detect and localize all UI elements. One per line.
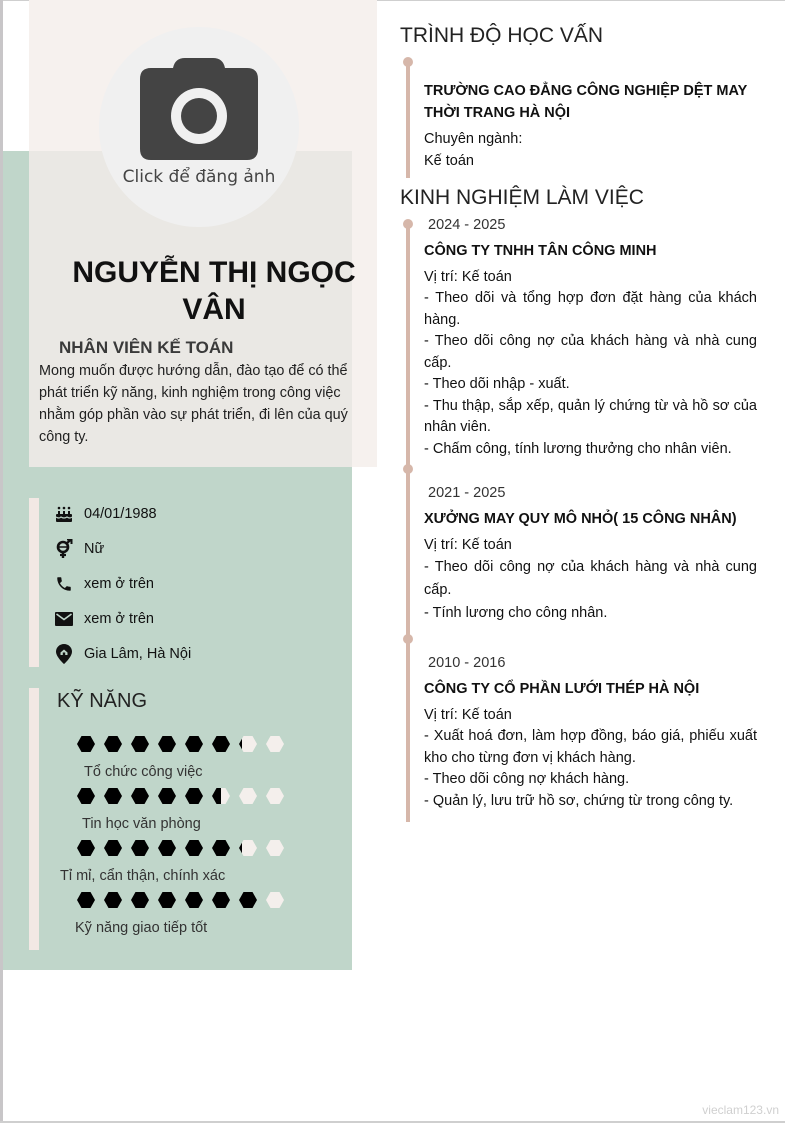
major-value: Kế toán (424, 153, 474, 169)
job-duty: - Theo dõi nhập - xuất. (424, 376, 570, 392)
skill-rating-2 (77, 840, 293, 858)
job-duty: - Thu thập, sắp xếp, quản lý chứng từ và hồ sơ của nhân viên. (424, 397, 757, 435)
gender-value: Nữ (84, 541, 105, 557)
job-duty: - Theo dõi công nợ khách hàng. (424, 771, 630, 787)
job-duty: - Chấm công, tính lương thưởng cho nhân viên. (424, 440, 732, 457)
job-period: 2010 - 2016 (428, 655, 506, 671)
job-title: NHÂN VIÊN KẾ TOÁN (59, 338, 234, 357)
gender-icon (54, 539, 74, 559)
contact-address (54, 643, 191, 665)
job-position: Vị trí: Kế toán (424, 269, 512, 285)
job-period: 2024 - 2025 (428, 217, 506, 233)
job-duty: - Tính lương cho công nhân. (424, 605, 608, 621)
skill-rating-0 (77, 736, 293, 754)
contact-gender (54, 538, 104, 560)
location-pin-icon (54, 644, 74, 664)
candidate-name: NGUYỄN THỊ NGỌC VÂN (72, 256, 356, 326)
skills-accent-bar (29, 688, 39, 950)
experience-item-2 (424, 655, 757, 812)
job-duty: - Xuất hoá đơn, làm hợp đồng, báo giá, phiếu xuất kho cho từng đơn vị khách hàng. (424, 728, 757, 766)
phone-value: xem ở trên (84, 576, 154, 592)
phone-icon (54, 574, 74, 594)
contact-email (54, 608, 154, 630)
contact-phone (54, 573, 154, 595)
education-timeline-line (406, 60, 410, 178)
experience-item-0 (424, 217, 757, 460)
major-label: Chuyên ngành: (424, 131, 523, 147)
job-position: Vị trí: Kế toán (424, 537, 512, 553)
experience-timeline-line (406, 222, 410, 822)
job-period: 2021 - 2025 (428, 485, 506, 501)
skill-label-3: Kỹ năng giao tiếp tốt (75, 920, 208, 936)
skill-label-2: Tỉ mỉ, cẩn thận, chính xác (60, 868, 226, 884)
experience-item-1 (424, 485, 757, 625)
watermark: vieclam123.vn (702, 1103, 779, 1117)
education-section-title: TRÌNH ĐỘ HỌC VẤN (400, 24, 604, 47)
birthday-cake-icon (54, 504, 74, 524)
birthday-value: 04/01/1988 (84, 506, 157, 522)
experience-timeline-dot-2 (403, 634, 413, 644)
career-objective: Mong muốn được hướng dẫn, đào tạo để có thể phát triển kỹ năng, kinh nghiệm trong công việc nhằm góp phần vào sự phát triển, đi lên của quý công ty. (39, 363, 348, 445)
job-position: Vị trí: Kế toán (424, 707, 512, 723)
email-icon (54, 609, 74, 629)
job-duty: - Theo dõi công nợ của khách hàng và nhà cung cấp. (424, 333, 757, 371)
skill-label-1: Tin học văn phòng (82, 816, 201, 832)
experience-timeline-dot-0 (403, 219, 413, 229)
contact-accent-bar (29, 498, 39, 667)
job-company: XƯỞNG MAY QUY MÔ NHỎ( 15 CÔNG NHÂN) (424, 511, 737, 527)
job-company: CÔNG TY TNHH TÂN CÔNG MINH (424, 243, 657, 259)
job-duty: - Theo dõi và tổng hợp đơn đặt hàng của khách hàng. (424, 290, 757, 328)
job-duty: - Theo dõi công nợ của khách hàng và nhà cung cấp. (424, 559, 757, 598)
skills-section-title: KỸ NĂNG (57, 690, 148, 712)
experience-timeline-dot-1 (403, 464, 413, 474)
experience-section-title: KINH NGHIỆM LÀM VIỆC (400, 186, 644, 209)
skill-rating-1 (77, 788, 293, 806)
skill-rating-3 (77, 892, 293, 910)
education-major (424, 128, 522, 172)
contact-birthday (54, 503, 157, 525)
skill-label-0: Tổ chức công việc (84, 764, 203, 780)
camera-icon (139, 56, 259, 160)
email-value: xem ở trên (84, 611, 154, 627)
avatar-upload[interactable] (99, 27, 299, 227)
education-school: TRƯỜNG CAO ĐẲNG CÔNG NGHIỆP DỆT MAY THỜI TRANG HÀ NỘI (424, 83, 748, 121)
job-duty: - Quản lý, lưu trữ hồ sơ, chứng từ trong công ty. (424, 792, 734, 809)
address-value: Gia Lâm, Hà Nội (84, 646, 192, 662)
job-company: CÔNG TY CỔ PHẦN LƯỚI THÉP HÀ NỘI (424, 681, 700, 697)
avatar-upload-label: Click để đăng ảnh (122, 167, 276, 187)
